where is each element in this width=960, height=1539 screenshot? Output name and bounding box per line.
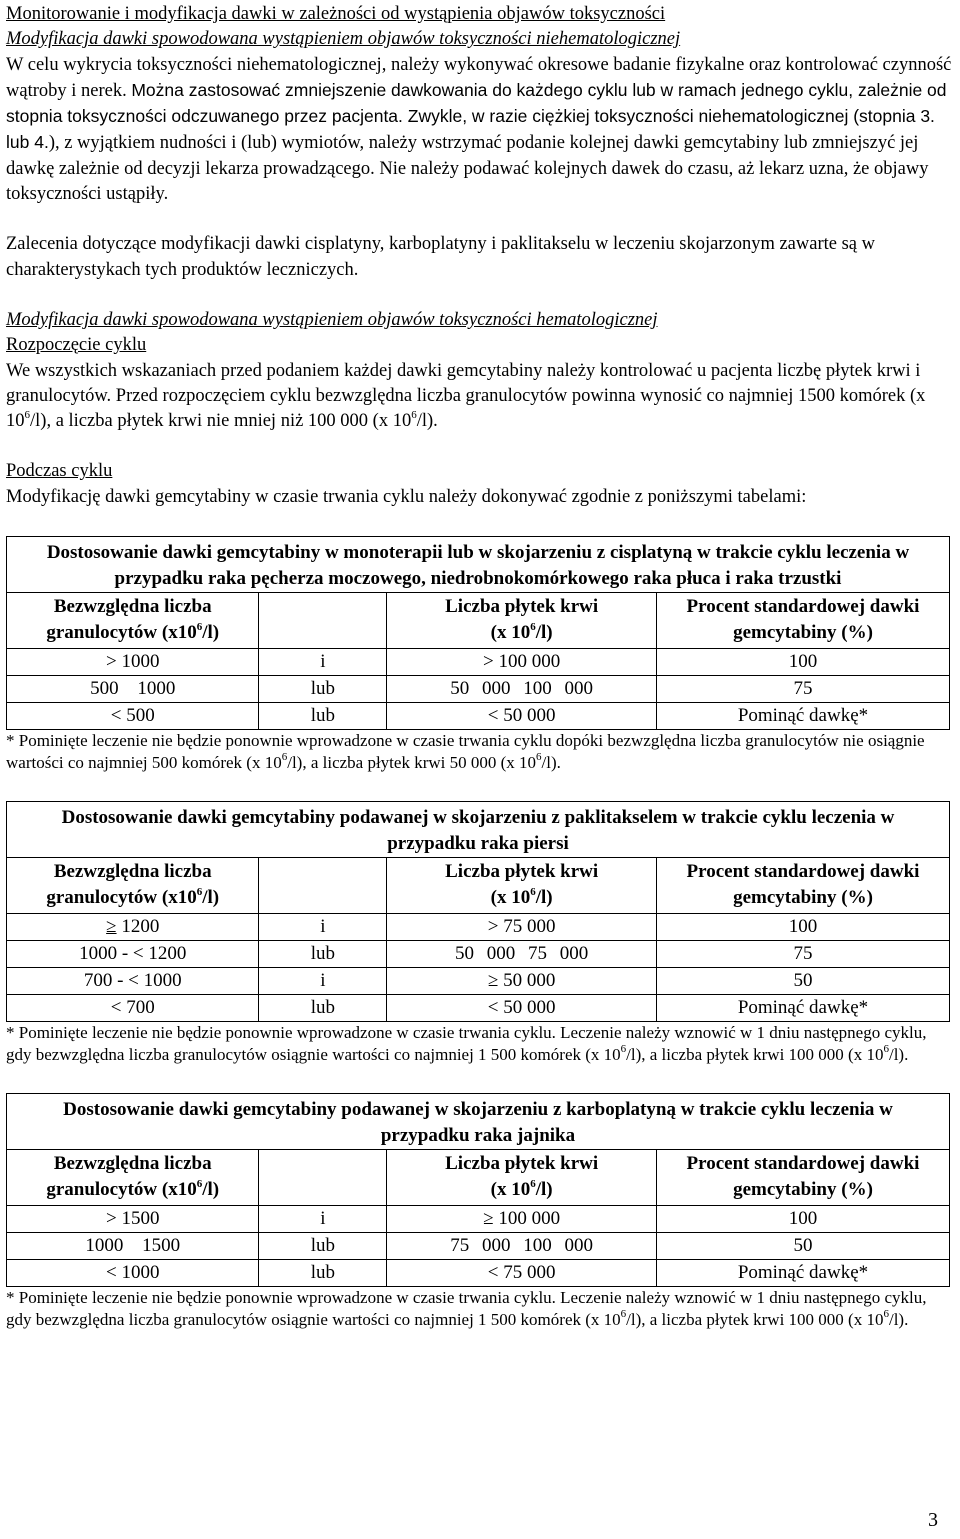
subtitle-nonhematologic: Modyfikacja dawki spowodowana wystąpieniem objawów toksyczności niehematologicznej [6,29,681,50]
dose-table-carboplatin [6,1093,950,1287]
table-row: > 1000 i > 100 000 100 [7,649,950,676]
header-granulocytes: Bezwzględna liczba granulocytów $(x10^6/l)$ [7,858,259,914]
header-platelets: Liczba płytek krwi (x $10^6/l$) [387,858,657,914]
table-header-row [7,1150,950,1206]
table3-footnote: * Pominięte leczenie nie będzie ponownie wprowadzone w czasie trwania cyklu. Leczenie należy wznowić w 1 dniu następnego cyklu, gdy bezwzględna liczba granulocytów osiągnie wartości co najmniej 1 500 komórek (x $10^6/l$), a liczba płytek krwi 100 000 (x $10^6/l$). [6,1288,927,1329]
table-row: < 700 lub < 50 000 Pominąć dawkę* [7,995,950,1022]
header-operator [259,1150,387,1206]
header-granulocytes: Bezwzględna liczba granulocytów $(x10^6/l)$ [7,593,259,649]
table-header-row [7,858,950,914]
table-caption: Dostosowanie dawki gemcytabiny w monoterapii lub w skojarzeniu z cisplatyną w trakcie cyklu leczenia w przypadku raka pęcherza moczowego, niedrobnokomórkowego raka płuca i raka trzustki [7,537,950,593]
table-caption: Dostosowanie dawki gemcytabiny podawanej w skojarzeniu z paklitakselem w trakcie cyklu leczenia w przypadku raka piersi [7,802,950,858]
paragraph-during-cycle: Modyfikację dawki gemcytabiny w czasie trwania cyklu należy dokonywać zgodnie z poniższymi tabelami: [6,486,807,507]
paragraph-nonhematologic: W celu wykrycia toksyczności niehematologicznej, należy wykonywać okresowe badanie fizykalne oraz kontrolować czynność wątroby i nerek. Można zastosować zmniejszenie dawkowania do każdego cyklu lub w ramach jednego cyklu, zależnie od stopnia toksyczności odczuwanego przez pacjenta. Zwykle, w razie ciężkiej toksyczności niehematologicznej (stopnia 3. lub 4.), z wyjątkiem nudności i (lub) wymiotów, należy wstrzymać podanie kolejnej dawki gemcytabiny lub zmniejszyć jej dawkę zależnie od decyzji lekarza prowadzącego. Nie należy podawać kolejnych dawek do czasu, aż lekarz uzna, że objawy toksyczności ustąpiły. [6,54,952,205]
document-page [6,2,954,1330]
table-row: < 1000 lub < 75 000 Pominąć dawkę* [7,1260,950,1287]
table-row: 1000 1500 lub 75 000 100 000 50 [7,1233,950,1260]
paragraph-cycle-start: We wszystkich wskazaniach przed podaniem każdej dawki gemcytabiny należy kontrolować u pacjenta liczbę płytek krwi i granulocytów. Przed rozpoczęciem cyklu bezwzględna liczba granulocytów powinna wynosić co najmniej 1500 komórek (x $10^6/l$), a liczba płytek krwi nie mniej niż 100 000 (x $10^6/l$). [6,360,926,432]
dose-table-paclitaxel [6,801,950,1022]
table-row: ≥ 1200 i > 75 000 100 [7,914,950,941]
header-dose-percent: Procent standardowej dawki gemcytabiny (%) [656,593,949,649]
subtitle-during-cycle: Podczas cyklu [6,461,113,482]
table2-footnote: * Pominięte leczenie nie będzie ponownie wprowadzone w czasie trwania cyklu. Leczenie należy wznowić w 1 dniu następnego cyklu, gdy bezwzględna liczba granulocytów osiągnie wartości co najmniej 1 500 komórek (x $10^6/l$), a liczba płytek krwi 100 000 (x $10^6/l$). [6,1023,927,1064]
table-row: < 500 lub < 50 000 Pominąć dawkę* [7,703,950,730]
paragraph-combination: Zalecenia dotyczące modyfikacji dawki cisplatyny, karboplatyny i paklitakselu w leczeniu skojarzonym zawarte są w charakterystykach tych produktów leczniczych. [6,234,875,280]
page-number: 3 [928,1508,938,1531]
table-row: 700 - < 1000 i ≥ 50 000 50 [7,968,950,995]
table1-footnote: * Pominięte leczenie nie będzie ponownie wprowadzone w czasie trwania cyklu dopóki bezwzględna liczba granulocytów nie osiągnie wartości co najmniej 500 komórek (x $10^6/l$), a liczba płytek krwi 50 000 (x $10^6/l$). [6,731,925,772]
header-platelets: Liczba płytek krwi (x $10^6/l$) [387,1150,657,1206]
header-operator [259,593,387,649]
table-caption: Dostosowanie dawki gemcytabiny podawanej w skojarzeniu z karboplatyną w trakcie cyklu leczenia w przypadku raka jajnika [7,1094,950,1150]
header-dose-percent: Procent standardowej dawki gemcytabiny (%) [656,1150,949,1206]
header-platelets: Liczba płytek krwi (x $10^6/l$) [387,593,657,649]
table-row: > 1500 i ≥ 100 000 100 [7,1206,950,1233]
table-header-row [7,593,950,649]
header-dose-percent: Procent standardowej dawki gemcytabiny (%) [656,858,949,914]
section-title: Monitorowanie i modyfikacja dawki w zależności od wystąpienia objawów toksyczności [6,4,666,24]
header-granulocytes: Bezwzględna liczba granulocytów $(x10^6/l)$ [7,1150,259,1206]
header-operator [259,858,387,914]
dose-table-monotherapy [6,536,950,730]
subtitle-cycle-start: Rozpoczęcie cyklu [6,335,147,356]
subtitle-hematologic: Modyfikacja dawki spowodowana wystąpieniem objawów toksyczności hematologicznej [6,309,658,330]
table-row: 1000 - < 1200 lub 50 000 75 000 75 [7,941,950,968]
table-row: 500 1000 lub 50 000 100 000 75 [7,676,950,703]
